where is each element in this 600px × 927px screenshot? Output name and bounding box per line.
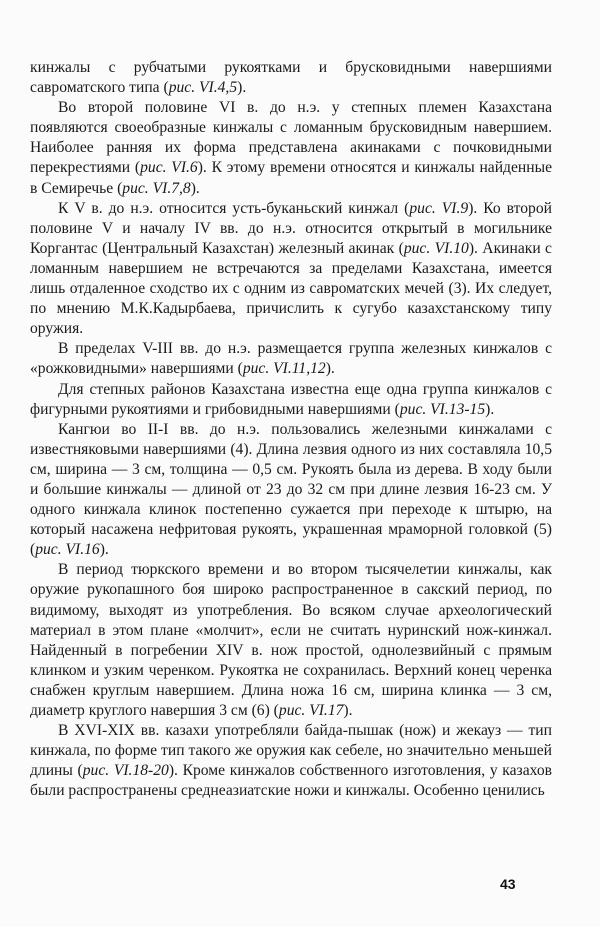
paragraph — [30, 98, 552, 198]
figure-reference: рис. VI.18-20 — [82, 762, 169, 780]
paragraph — [30, 58, 552, 98]
paragraph-text: ). — [485, 400, 495, 418]
paragraph-text: ). К этому времени относятся и кинжалы найденные в Семиречье ( — [30, 159, 553, 197]
figure-reference: рис. VI.4,5 — [168, 79, 238, 97]
figure-reference: рис. VI.6 — [140, 159, 198, 177]
paragraph-text: ). Акинаки с ломанным навершием не встречаются за пределами Казахстана, имеется лишь отдаленное сходство их с одним из савроматских мечей (3). Их следует, по мнению М.К.Кадырбаева, причислить к сугубо казахстанскому типу оружия. — [30, 239, 552, 338]
figure-reference: рис. VI.9 — [409, 199, 469, 217]
paragraph-text: ). — [325, 360, 335, 378]
paragraph-text: ). Кроме кинжалов собственного изготовления, у казахов были распространены среднеазиатские ножи и кинжалы. Особенно ценились — [30, 762, 552, 800]
paragraph — [30, 560, 552, 721]
paragraph-text: Для степных районов Казахстана известна еще одна группа кинжалов с фигурными рукоятиями и грибовидными навершиями ( — [30, 380, 552, 418]
paragraph — [30, 339, 552, 379]
figure-reference: рис. VI.13-15 — [399, 400, 486, 418]
paragraph-text: Кангюи во II-I вв. до н.э. пользовались железными кинжалами с известняковыми навершиями (4). Длина лезвия одного из них составляла 10,5 см, ширина — 3 см, толщина — 0,5 см. Рукоять была из дерева. В ходу были и большие кинжалы — длиной от 23 до 32 см при длине лезвия 16-23 см. У одного кинжала клинок постепенно сужается при переходе к штырю, на который насажена нефритовая рукоять, украшенная мраморной головкой (5) ( — [30, 420, 552, 559]
paragraph-text: Во второй половине VI в. до н.э. у степных племен Казахстана появляются своеобразные кинжалы с ломанным брусковидным навершием. Наиболее ранняя их форма представлена акинаками с почковидными перекрестиями ( — [30, 99, 552, 177]
paragraph — [30, 380, 552, 420]
paragraph — [30, 721, 552, 801]
text-column — [30, 58, 552, 801]
paragraph-text: ). — [237, 79, 247, 97]
figure-reference: рис. VI.11,12 — [242, 360, 326, 378]
paragraph-text: ). Ко второй половине V и началу IV вв. до н.э. относится открытый в могильнике Коргантас (Центральный Казахстан) железный акинак ( — [30, 199, 552, 257]
paragraph — [30, 199, 552, 340]
figure-reference: рис. VI.10 — [403, 239, 469, 257]
paragraph-text: ). — [343, 702, 353, 719]
paragraph-text: К V в. до н.э. относится усть-буканьский кинжал ( — [58, 199, 410, 217]
paragraph-text: кинжалы с рубчатыми рукоятками и брусковидными навершиями савроматского типа ( — [30, 59, 552, 97]
paragraph-text: ). — [99, 541, 109, 559]
paragraph — [30, 420, 552, 561]
figure-reference: рис. VI.16 — [35, 541, 100, 559]
page-number: 43 — [500, 876, 516, 892]
paragraph-text: В пределах V-III вв. до н.э. размещается группа железных кинжалов с «рожковидными» навершиями ( — [30, 340, 552, 378]
figure-reference: рис. VI.7,8 — [122, 179, 191, 197]
paragraph-text: В период тюркского времени и во втором тысячелетии кинжалы, как оружие рукопашного боя широко распространенное в сакский период, по видимому, выходят из употребления. Во всяком случае археологический материал в этом плане «молчит», если не считать нуринский нож-кинжал. Найденный в погребении XIV в. нож простой, однолезвийный с прямым клинком и узким черенком. Рукоятка не сохранилась. Верхний конец черенка снабжен круглым навершием. Длина ножа 16 см, ширина клинка — 3 см, диаметр круглого навершия 3 см (6) ( — [30, 561, 552, 719]
paragraph-text: ). — [190, 179, 200, 197]
figure-reference: рис. VI.17 — [278, 702, 344, 719]
paragraph-text: В XVI-XIX вв. казахи употребляли байда-пышак (нож) и жекауз — тип кинжала, по форме тип такого же оружия как себеле, но значительно меньшей длины ( — [30, 722, 552, 780]
